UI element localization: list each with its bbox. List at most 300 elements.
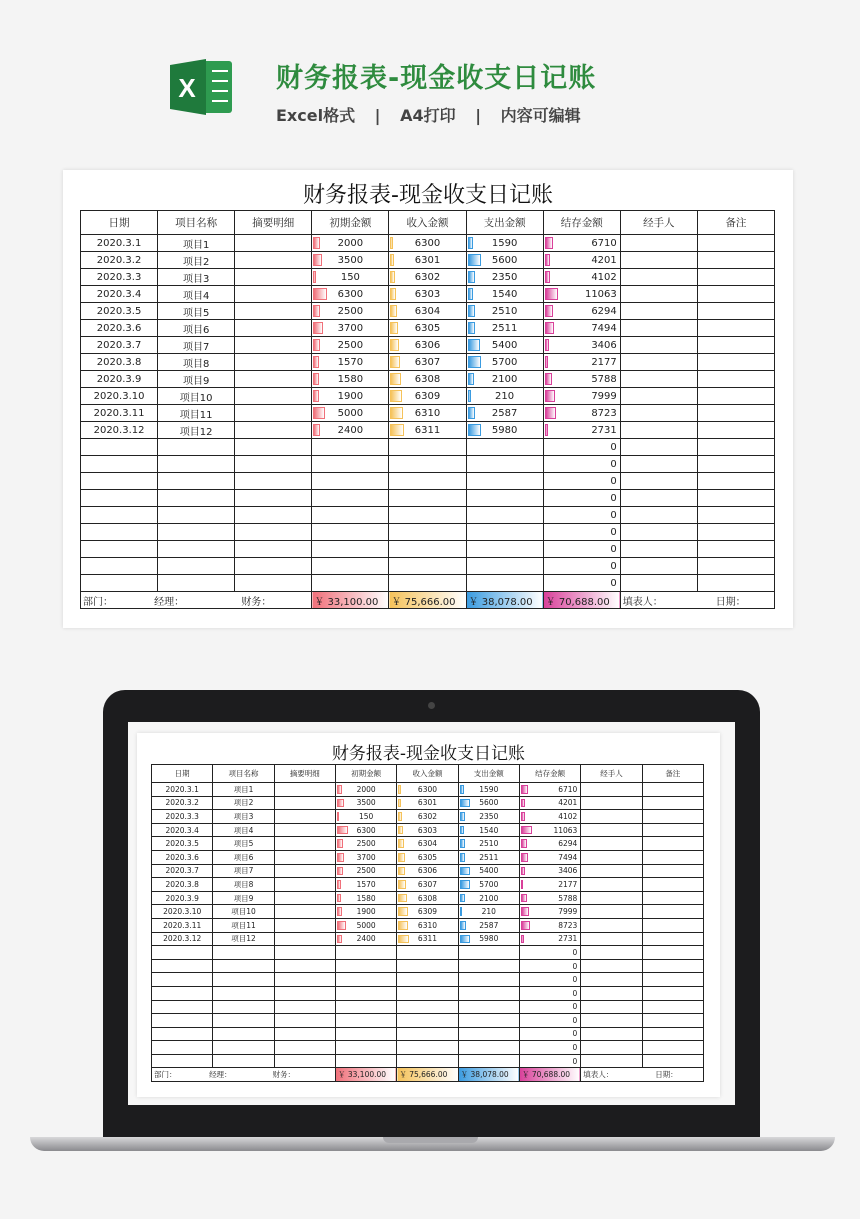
cell-初期金额[interactable] (335, 1041, 396, 1055)
cell-收入金额[interactable] (397, 986, 458, 1000)
cell-结存金额[interactable] (519, 905, 580, 919)
cell-日期[interactable] (81, 422, 158, 439)
cell-备注[interactable] (642, 932, 703, 946)
cell-支出金额[interactable] (466, 422, 543, 439)
cell-日期[interactable] (81, 388, 158, 405)
cell-项目名称[interactable] (158, 422, 235, 439)
cell-初期金额[interactable] (335, 918, 396, 932)
cell-经手人[interactable] (620, 320, 697, 337)
cell-支出金额[interactable] (466, 473, 543, 490)
cell-摘要明细[interactable] (274, 850, 335, 864)
cell-初期金额[interactable] (335, 878, 396, 892)
cell-经手人[interactable] (581, 837, 642, 851)
cell-项目名称[interactable] (213, 783, 274, 797)
cell-结存金额[interactable] (519, 864, 580, 878)
cell-项目名称[interactable] (158, 541, 235, 558)
cell-经手人[interactable] (581, 1041, 642, 1055)
cell-结存金额[interactable] (543, 575, 620, 592)
cell-收入金额[interactable] (397, 946, 458, 960)
cell-备注[interactable] (697, 371, 774, 388)
cell-项目名称[interactable] (213, 946, 274, 960)
cell-收入金额[interactable] (397, 959, 458, 973)
cell-结存金额[interactable] (543, 473, 620, 490)
cell-摘要明细[interactable] (235, 507, 312, 524)
cell-日期[interactable] (152, 864, 213, 878)
cell-备注[interactable] (697, 235, 774, 252)
cell-收入金额[interactable] (389, 456, 466, 473)
cell-日期[interactable] (81, 252, 158, 269)
cell-日期[interactable] (81, 490, 158, 507)
cell-项目名称[interactable] (213, 810, 274, 824)
cell-备注[interactable] (697, 269, 774, 286)
cell-收入金额[interactable] (397, 973, 458, 987)
cell-初期金额[interactable] (335, 1054, 396, 1068)
cell-支出金额[interactable] (458, 823, 519, 837)
cell-经手人[interactable] (620, 507, 697, 524)
cell-收入金额[interactable] (389, 371, 466, 388)
cell-项目名称[interactable] (213, 850, 274, 864)
cell-项目名称[interactable] (158, 456, 235, 473)
cell-结存金额[interactable] (543, 371, 620, 388)
cell-项目名称[interactable] (213, 973, 274, 987)
cell-收入金额[interactable] (397, 878, 458, 892)
cell-经手人[interactable] (581, 823, 642, 837)
cell-收入金额[interactable] (389, 388, 466, 405)
cell-支出金额[interactable] (458, 1014, 519, 1028)
cell-项目名称[interactable] (213, 891, 274, 905)
cell-收入金额[interactable] (389, 286, 466, 303)
cell-收入金额[interactable] (389, 439, 466, 456)
cell-收入金额[interactable] (389, 252, 466, 269)
cell-备注[interactable] (642, 1041, 703, 1055)
cell-项目名称[interactable] (158, 575, 235, 592)
cell-经手人[interactable] (581, 810, 642, 824)
total-结存金额[interactable] (519, 1068, 580, 1082)
cell-初期金额[interactable] (312, 320, 389, 337)
cell-收入金额[interactable] (389, 524, 466, 541)
cell-备注[interactable] (697, 337, 774, 354)
cell-收入金额[interactable] (397, 905, 458, 919)
cell-日期[interactable] (152, 783, 213, 797)
cell-初期金额[interactable] (335, 986, 396, 1000)
cell-备注[interactable] (697, 286, 774, 303)
cell-收入金额[interactable] (389, 473, 466, 490)
cell-日期[interactable] (152, 878, 213, 892)
cell-备注[interactable] (642, 823, 703, 837)
cell-支出金额[interactable] (466, 456, 543, 473)
cell-支出金额[interactable] (458, 932, 519, 946)
cell-支出金额[interactable] (458, 986, 519, 1000)
cell-备注[interactable] (697, 456, 774, 473)
cell-结存金额[interactable] (543, 269, 620, 286)
cell-摘要明细[interactable] (235, 490, 312, 507)
signature-cell[interactable] (620, 592, 774, 609)
cell-经手人[interactable] (581, 918, 642, 932)
cell-经手人[interactable] (581, 959, 642, 973)
total-初期金额[interactable] (312, 592, 389, 609)
cell-项目名称[interactable] (158, 439, 235, 456)
cell-项目名称[interactable] (158, 269, 235, 286)
cell-备注[interactable] (642, 918, 703, 932)
cell-支出金额[interactable] (458, 783, 519, 797)
cell-项目名称[interactable] (213, 1027, 274, 1041)
cell-经手人[interactable] (581, 796, 642, 810)
cell-支出金额[interactable] (466, 235, 543, 252)
cell-摘要明细[interactable] (274, 1041, 335, 1055)
cell-初期金额[interactable] (335, 850, 396, 864)
cell-支出金额[interactable] (458, 1041, 519, 1055)
cell-经手人[interactable] (581, 973, 642, 987)
cell-收入金额[interactable] (397, 932, 458, 946)
cell-摘要明细[interactable] (235, 405, 312, 422)
cell-初期金额[interactable] (312, 235, 389, 252)
cell-日期[interactable] (152, 932, 213, 946)
cell-经手人[interactable] (620, 286, 697, 303)
cell-摘要明细[interactable] (235, 286, 312, 303)
cell-备注[interactable] (697, 524, 774, 541)
cell-初期金额[interactable] (335, 905, 396, 919)
cell-摘要明细[interactable] (274, 959, 335, 973)
cell-日期[interactable] (81, 575, 158, 592)
cell-日期[interactable] (81, 405, 158, 422)
cell-日期[interactable] (81, 371, 158, 388)
cell-初期金额[interactable] (312, 575, 389, 592)
cell-经手人[interactable] (620, 558, 697, 575)
cell-摘要明细[interactable] (274, 1000, 335, 1014)
cell-备注[interactable] (642, 1014, 703, 1028)
cell-摘要明细[interactable] (235, 473, 312, 490)
cell-支出金额[interactable] (458, 1027, 519, 1041)
cell-项目名称[interactable] (213, 1041, 274, 1055)
cell-收入金额[interactable] (397, 1000, 458, 1014)
cell-备注[interactable] (697, 541, 774, 558)
cell-备注[interactable] (642, 864, 703, 878)
cell-结存金额[interactable] (519, 823, 580, 837)
cell-支出金额[interactable] (466, 524, 543, 541)
cell-收入金额[interactable] (389, 575, 466, 592)
cell-项目名称[interactable] (158, 558, 235, 575)
cell-收入金额[interactable] (397, 783, 458, 797)
cell-结存金额[interactable] (519, 810, 580, 824)
cell-备注[interactable] (642, 878, 703, 892)
cell-经手人[interactable] (620, 269, 697, 286)
cell-摘要明细[interactable] (274, 905, 335, 919)
cell-项目名称[interactable] (158, 235, 235, 252)
cell-备注[interactable] (642, 946, 703, 960)
cell-摘要明细[interactable] (274, 864, 335, 878)
cell-备注[interactable] (642, 1054, 703, 1068)
cell-初期金额[interactable] (335, 864, 396, 878)
cell-摘要明细[interactable] (235, 558, 312, 575)
cell-项目名称[interactable] (213, 918, 274, 932)
cell-结存金额[interactable] (543, 303, 620, 320)
cell-初期金额[interactable] (312, 354, 389, 371)
cell-项目名称[interactable] (158, 388, 235, 405)
cell-备注[interactable] (697, 303, 774, 320)
cell-支出金额[interactable] (458, 878, 519, 892)
cell-支出金额[interactable] (466, 303, 543, 320)
cell-备注[interactable] (697, 320, 774, 337)
cell-收入金额[interactable] (389, 422, 466, 439)
cell-初期金额[interactable] (312, 456, 389, 473)
cell-备注[interactable] (642, 973, 703, 987)
cell-摘要明细[interactable] (274, 796, 335, 810)
cell-支出金额[interactable] (458, 973, 519, 987)
cell-结存金额[interactable] (543, 490, 620, 507)
cell-收入金额[interactable] (389, 354, 466, 371)
cell-项目名称[interactable] (213, 986, 274, 1000)
cell-经手人[interactable] (620, 575, 697, 592)
cell-日期[interactable] (81, 337, 158, 354)
cell-支出金额[interactable] (466, 337, 543, 354)
cell-结存金额[interactable] (519, 932, 580, 946)
cell-收入金额[interactable] (397, 891, 458, 905)
cell-收入金额[interactable] (397, 823, 458, 837)
cell-项目名称[interactable] (158, 524, 235, 541)
cell-结存金额[interactable] (543, 286, 620, 303)
cell-项目名称[interactable] (158, 303, 235, 320)
cell-备注[interactable] (697, 252, 774, 269)
cell-支出金额[interactable] (458, 959, 519, 973)
cell-经手人[interactable] (620, 303, 697, 320)
cell-结存金额[interactable] (543, 507, 620, 524)
cell-结存金额[interactable] (543, 252, 620, 269)
cell-摘要明细[interactable] (235, 337, 312, 354)
cell-摘要明细[interactable] (274, 973, 335, 987)
cell-收入金额[interactable] (389, 269, 466, 286)
total-初期金额[interactable] (335, 1068, 396, 1082)
cell-日期[interactable] (152, 796, 213, 810)
cell-日期[interactable] (152, 918, 213, 932)
total-收入金额[interactable] (397, 1068, 458, 1082)
cell-摘要明细[interactable] (235, 439, 312, 456)
cell-支出金额[interactable] (466, 439, 543, 456)
cell-初期金额[interactable] (335, 891, 396, 905)
cell-日期[interactable] (152, 850, 213, 864)
cell-项目名称[interactable] (158, 252, 235, 269)
cell-备注[interactable] (642, 850, 703, 864)
cell-项目名称[interactable] (213, 1014, 274, 1028)
cell-项目名称[interactable] (213, 1054, 274, 1068)
cell-支出金额[interactable] (466, 541, 543, 558)
cell-日期[interactable] (152, 1000, 213, 1014)
cell-日期[interactable] (81, 439, 158, 456)
cell-摘要明细[interactable] (235, 320, 312, 337)
cell-支出金额[interactable] (466, 405, 543, 422)
cell-支出金额[interactable] (466, 490, 543, 507)
cell-项目名称[interactable] (158, 473, 235, 490)
cell-结存金额[interactable] (543, 388, 620, 405)
cell-支出金额[interactable] (466, 269, 543, 286)
cell-结存金额[interactable] (519, 959, 580, 973)
cell-摘要明细[interactable] (235, 269, 312, 286)
cell-初期金额[interactable] (312, 473, 389, 490)
cell-摘要明细[interactable] (235, 541, 312, 558)
cell-日期[interactable] (152, 973, 213, 987)
cell-经手人[interactable] (620, 524, 697, 541)
cell-收入金额[interactable] (389, 490, 466, 507)
cell-项目名称[interactable] (213, 932, 274, 946)
cell-初期金额[interactable] (312, 405, 389, 422)
cell-支出金额[interactable] (458, 918, 519, 932)
cell-初期金额[interactable] (312, 269, 389, 286)
cell-经手人[interactable] (620, 490, 697, 507)
cell-结存金额[interactable] (519, 796, 580, 810)
cell-摘要明细[interactable] (274, 1014, 335, 1028)
cell-结存金额[interactable] (543, 422, 620, 439)
cell-摘要明细[interactable] (235, 422, 312, 439)
cell-日期[interactable] (81, 541, 158, 558)
cell-结存金额[interactable] (519, 891, 580, 905)
cell-支出金额[interactable] (466, 320, 543, 337)
cell-结存金额[interactable] (519, 1054, 580, 1068)
cell-日期[interactable] (81, 524, 158, 541)
total-支出金额[interactable] (466, 592, 543, 609)
cell-结存金额[interactable] (519, 1027, 580, 1041)
cell-日期[interactable] (81, 507, 158, 524)
cell-摘要明细[interactable] (235, 235, 312, 252)
cell-摘要明细[interactable] (274, 918, 335, 932)
cell-经手人[interactable] (620, 252, 697, 269)
cell-摘要明细[interactable] (274, 810, 335, 824)
cell-结存金额[interactable] (543, 541, 620, 558)
cell-支出金额[interactable] (458, 837, 519, 851)
cell-经手人[interactable] (581, 1054, 642, 1068)
cell-日期[interactable] (152, 1027, 213, 1041)
cell-初期金额[interactable] (312, 541, 389, 558)
cell-日期[interactable] (152, 837, 213, 851)
cell-日期[interactable] (81, 235, 158, 252)
cell-摘要明细[interactable] (274, 878, 335, 892)
cell-备注[interactable] (697, 439, 774, 456)
cell-备注[interactable] (697, 507, 774, 524)
cell-经手人[interactable] (620, 371, 697, 388)
cell-初期金额[interactable] (335, 1027, 396, 1041)
cell-备注[interactable] (642, 1027, 703, 1041)
cell-摘要明细[interactable] (235, 371, 312, 388)
cell-项目名称[interactable] (213, 905, 274, 919)
cell-项目名称[interactable] (213, 823, 274, 837)
cell-支出金额[interactable] (458, 891, 519, 905)
cell-结存金额[interactable] (519, 918, 580, 932)
cell-日期[interactable] (81, 286, 158, 303)
signature-cell[interactable] (152, 1068, 336, 1082)
cell-经手人[interactable] (581, 850, 642, 864)
cell-结存金额[interactable] (519, 837, 580, 851)
cell-经手人[interactable] (581, 783, 642, 797)
cell-初期金额[interactable] (312, 388, 389, 405)
cell-支出金额[interactable] (458, 946, 519, 960)
cell-初期金额[interactable] (312, 439, 389, 456)
cell-支出金额[interactable] (466, 286, 543, 303)
cell-结存金额[interactable] (543, 439, 620, 456)
cell-日期[interactable] (152, 905, 213, 919)
cell-项目名称[interactable] (213, 864, 274, 878)
cell-备注[interactable] (642, 905, 703, 919)
cell-支出金额[interactable] (466, 507, 543, 524)
total-支出金额[interactable] (458, 1068, 519, 1082)
cell-支出金额[interactable] (466, 558, 543, 575)
cell-收入金额[interactable] (397, 837, 458, 851)
cell-结存金额[interactable] (543, 405, 620, 422)
cell-备注[interactable] (642, 959, 703, 973)
cell-备注[interactable] (697, 473, 774, 490)
cell-支出金额[interactable] (466, 252, 543, 269)
cell-摘要明细[interactable] (274, 986, 335, 1000)
cell-结存金额[interactable] (519, 850, 580, 864)
cell-结存金额[interactable] (519, 1041, 580, 1055)
cell-日期[interactable] (152, 946, 213, 960)
cell-经手人[interactable] (581, 1027, 642, 1041)
cell-摘要明细[interactable] (235, 524, 312, 541)
cell-经手人[interactable] (620, 235, 697, 252)
cell-经手人[interactable] (620, 439, 697, 456)
cell-结存金额[interactable] (543, 354, 620, 371)
cell-结存金额[interactable] (519, 973, 580, 987)
cell-备注[interactable] (642, 837, 703, 851)
cell-经手人[interactable] (581, 905, 642, 919)
cell-日期[interactable] (152, 959, 213, 973)
cell-项目名称[interactable] (213, 837, 274, 851)
cell-初期金额[interactable] (335, 837, 396, 851)
cell-经手人[interactable] (620, 354, 697, 371)
cell-初期金额[interactable] (335, 932, 396, 946)
cell-备注[interactable] (697, 558, 774, 575)
cell-初期金额[interactable] (312, 422, 389, 439)
cell-收入金额[interactable] (389, 337, 466, 354)
cell-经手人[interactable] (620, 541, 697, 558)
cell-收入金额[interactable] (397, 850, 458, 864)
cell-支出金额[interactable] (458, 810, 519, 824)
cell-经手人[interactable] (620, 456, 697, 473)
cell-结存金额[interactable] (543, 558, 620, 575)
cell-收入金额[interactable] (397, 1041, 458, 1055)
cell-摘要明细[interactable] (274, 837, 335, 851)
cell-收入金额[interactable] (389, 507, 466, 524)
signature-cell[interactable] (81, 592, 312, 609)
cell-项目名称[interactable] (213, 959, 274, 973)
cell-结存金额[interactable] (543, 456, 620, 473)
cell-初期金额[interactable] (312, 337, 389, 354)
cell-日期[interactable] (152, 891, 213, 905)
cell-结存金额[interactable] (519, 1000, 580, 1014)
cell-备注[interactable] (697, 354, 774, 371)
cell-日期[interactable] (81, 320, 158, 337)
cell-支出金额[interactable] (458, 850, 519, 864)
cell-经手人[interactable] (581, 1014, 642, 1028)
cell-项目名称[interactable] (213, 878, 274, 892)
cell-结存金额[interactable] (519, 1014, 580, 1028)
cell-经手人[interactable] (581, 891, 642, 905)
cell-日期[interactable] (152, 1041, 213, 1055)
cell-备注[interactable] (642, 986, 703, 1000)
cell-经手人[interactable] (620, 473, 697, 490)
cell-结存金额[interactable] (519, 986, 580, 1000)
cell-摘要明细[interactable] (274, 891, 335, 905)
cell-初期金额[interactable] (335, 823, 396, 837)
cell-支出金额[interactable] (458, 864, 519, 878)
cell-项目名称[interactable] (158, 371, 235, 388)
cell-项目名称[interactable] (158, 354, 235, 371)
cell-初期金额[interactable] (335, 959, 396, 973)
cell-项目名称[interactable] (158, 337, 235, 354)
cell-初期金额[interactable] (335, 1000, 396, 1014)
cell-收入金额[interactable] (389, 235, 466, 252)
cell-初期金额[interactable] (312, 286, 389, 303)
cell-日期[interactable] (81, 456, 158, 473)
cell-日期[interactable] (81, 303, 158, 320)
cell-收入金额[interactable] (397, 1014, 458, 1028)
